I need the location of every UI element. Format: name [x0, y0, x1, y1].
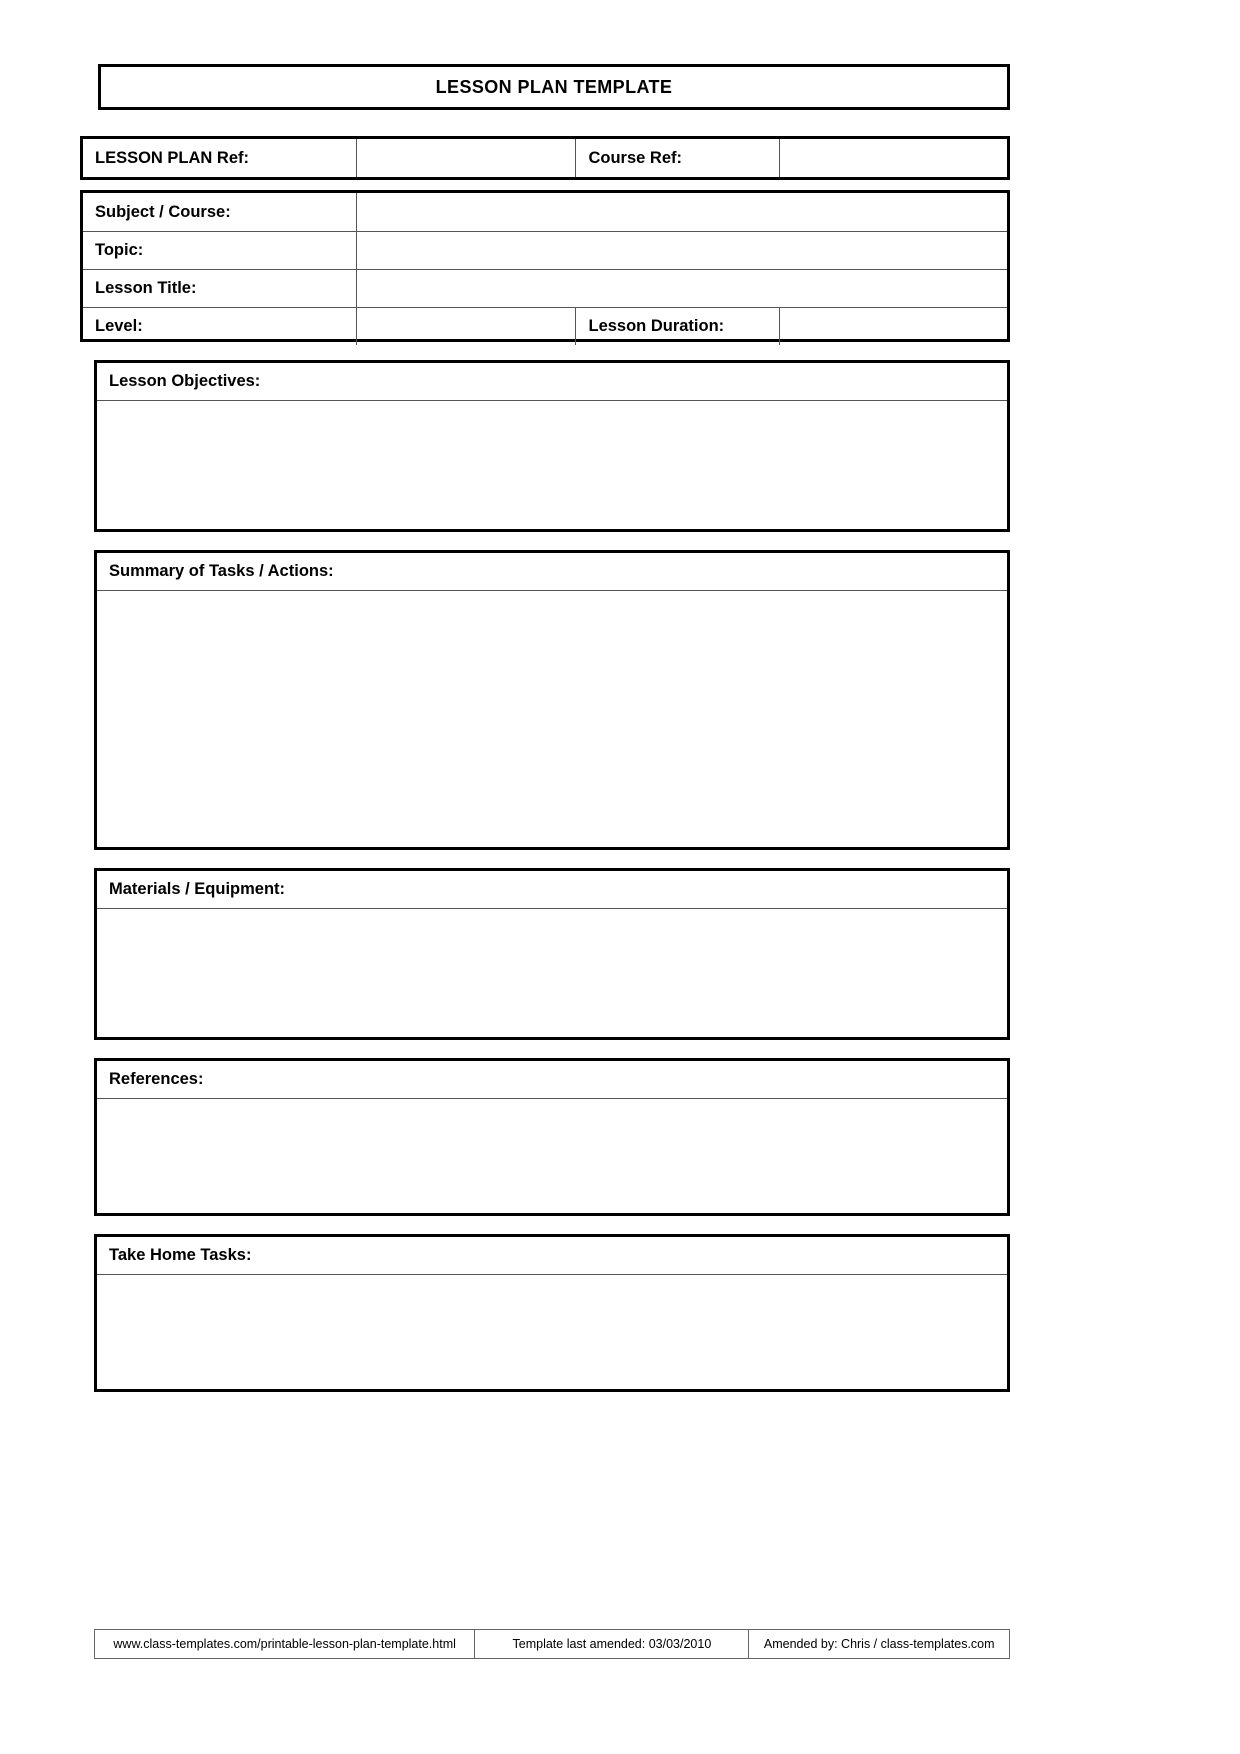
- section-body-lesson-objectives[interactable]: [97, 401, 1007, 529]
- section-body-summary-of-tasks[interactable]: [97, 591, 1007, 847]
- page-title: LESSON PLAN TEMPLATE: [435, 76, 673, 97]
- lesson-duration-label: Lesson Duration:: [575, 308, 778, 345]
- footer-source-url[interactable]: www.class-templates.com/printable-lesson-plan-template.html: [113, 1637, 456, 1651]
- course-ref-field[interactable]: [779, 139, 1007, 177]
- table-row: [83, 307, 1007, 345]
- level-label: Level:: [95, 317, 143, 335]
- section-body-materials-equipment[interactable]: [97, 909, 1007, 1037]
- table-row: [83, 139, 1007, 177]
- section-references: [94, 1058, 1010, 1216]
- topic-field[interactable]: [356, 232, 1007, 269]
- reference-row-block: [80, 136, 1010, 180]
- section-heading-take-home-tasks: Take Home Tasks:: [97, 1237, 1007, 1275]
- level-field[interactable]: [356, 308, 576, 345]
- subject-course-label: Subject / Course:: [95, 202, 231, 221]
- footer-amended-by: Amended by: Chris / class-templates.com: [748, 1630, 1008, 1658]
- section-lesson-objectives: [94, 360, 1010, 532]
- section-heading-summary-of-tasks: Summary of Tasks / Actions:: [97, 553, 1007, 591]
- lesson-duration-field[interactable]: [779, 308, 1007, 345]
- section-heading-references: References:: [97, 1061, 1007, 1099]
- lesson-details-block: [80, 190, 1010, 342]
- page-footer: [94, 1629, 1010, 1659]
- topic-label: Topic:: [95, 241, 144, 259]
- lesson-plan-ref-label: LESSON PLAN Ref:: [95, 148, 250, 167]
- course-ref-label: Course Ref:: [575, 139, 778, 177]
- footer-last-amended: Template last amended: 03/03/2010: [474, 1630, 748, 1658]
- section-heading-lesson-objectives: Lesson Objectives:: [97, 363, 1007, 401]
- lesson-title-field[interactable]: [356, 270, 1007, 307]
- section-body-take-home-tasks[interactable]: [97, 1275, 1007, 1389]
- section-summary-of-tasks: [94, 550, 1010, 850]
- lesson-title-label: Lesson Title:: [95, 279, 197, 297]
- section-heading-materials-equipment: Materials / Equipment:: [97, 871, 1007, 909]
- document-title-box: [98, 64, 1010, 110]
- subject-course-field[interactable]: [356, 193, 1007, 231]
- table-row: [83, 231, 1007, 269]
- section-materials-equipment: [94, 868, 1010, 1040]
- section-body-references[interactable]: [97, 1099, 1007, 1213]
- table-row: [83, 193, 1007, 231]
- section-take-home-tasks: [94, 1234, 1010, 1392]
- table-row: [83, 269, 1007, 307]
- lesson-plan-ref-field[interactable]: [356, 139, 576, 177]
